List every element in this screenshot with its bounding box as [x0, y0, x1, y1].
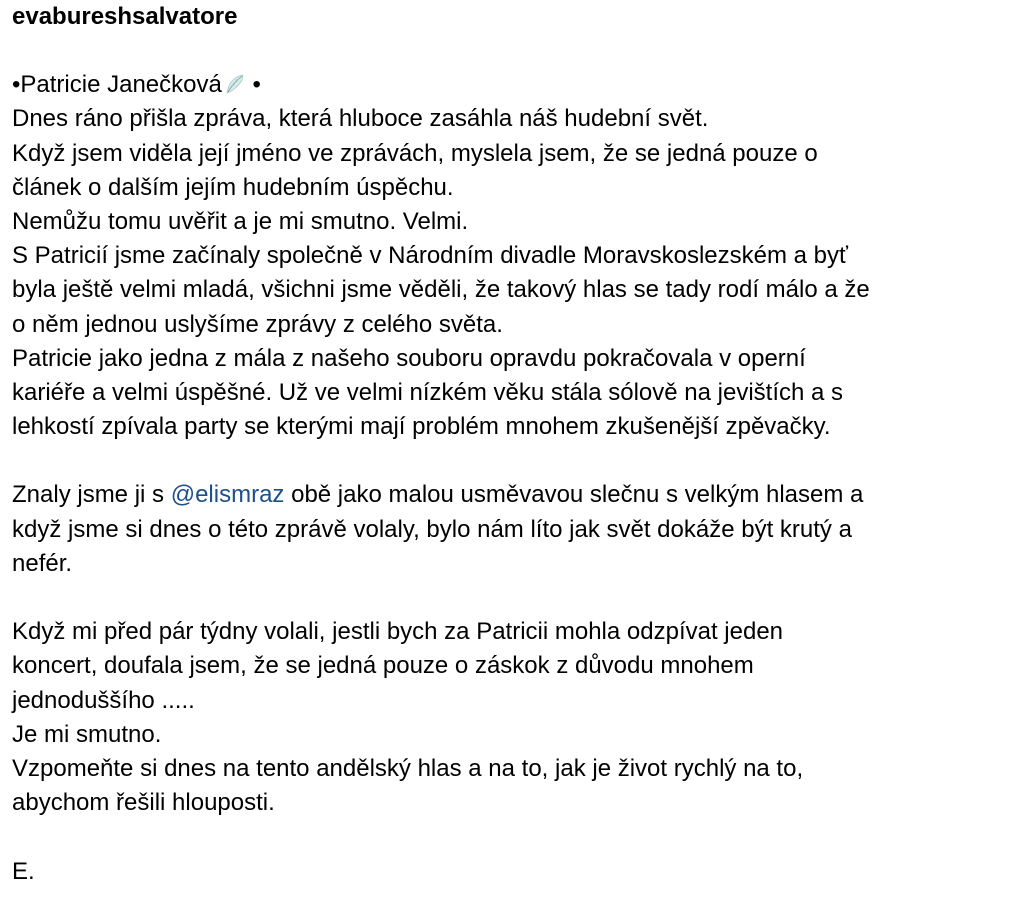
caption-blank-line — [12, 581, 1014, 615]
mention-link-elismraz[interactable]: @elismraz — [170, 481, 285, 509]
spacer-line — [12, 34, 1014, 68]
post-caption-text — [12, 68, 1014, 889]
caption-blank-line — [12, 820, 1014, 854]
caption-line-3: Když jsem viděla její jméno ve zprávách, myslela jsem, že se jedná pouze o — [12, 139, 818, 167]
caption-line-9: Patricie jako jedna z mála z našeho souboru opravdu pokračovala v operní — [12, 344, 806, 372]
caption-line-1 — [12, 68, 1014, 102]
caption-line-13: když jsme si dnes o této zprávě volaly, bylo nám líto jak svět dokáže být krutý a — [12, 515, 852, 543]
caption-line-18: Je mi smutno. — [12, 720, 162, 748]
caption-line-5: Nemůžu tomu uvěřit a je mi smutno. Velmi. — [12, 207, 469, 235]
caption-line-2: Dnes ráno přišla zpráva, která hluboce zasáhla náš hudební svět. — [12, 105, 709, 133]
caption-line-1-prefix: •Patricie Janečková — [12, 71, 222, 99]
caption-line-12 — [12, 478, 1014, 512]
caption-line-10: kariéře a velmi úspěšné. Už ve velmi nízkém věku stála sólově na jevištích a s — [12, 378, 844, 406]
caption-line-21: E. — [12, 857, 35, 885]
caption-line-17: jednoduššího ..... — [12, 686, 195, 714]
caption-line-15: Když mi před pár týdny volali, jestli bych za Patricii mohla odzpívat jeden — [12, 618, 784, 646]
caption-line-16: koncert, doufala jsem, že se jedná pouze o záskok z důvodu mnohem — [12, 652, 754, 680]
caption-line-1-suffix: • — [245, 71, 261, 99]
caption-line-6: S Patricií jsme začínaly společně v Národním divadle Moravskoslezském a byť — [12, 242, 848, 270]
caption-line-12-suffix: obě jako malou usměvavou slečnu s velkým hlasem a — [284, 481, 864, 509]
caption-blank-line — [12, 444, 1014, 478]
feather-emoji-icon — [224, 71, 246, 93]
post-username[interactable]: evabureshsalvatore — [12, 3, 238, 30]
caption-line-19: Vzpomeňte si dnes na tento andělský hlas a na to, jak je život rychlý na to, — [12, 754, 804, 782]
caption-line-11: lehkostí zpívala party se kterými mají problém mnohem zkušenější zpěvačky. — [12, 413, 831, 441]
caption-line-14: nefér. — [12, 549, 73, 577]
caption-line-7: byla ještě velmi mladá, všichni jsme věděli, že takový hlas se tady rodí málo a že — [12, 276, 870, 304]
caption-line-12-prefix: Znaly jsme ji s — [12, 481, 171, 509]
caption-line-4: článek o dalším jejím hudebním úspěchu. — [12, 173, 454, 201]
caption-line-20: abychom řešili hlouposti. — [12, 789, 275, 817]
caption-line-8: o něm jednou uslyšíme zprávy z celého světa. — [12, 310, 503, 338]
